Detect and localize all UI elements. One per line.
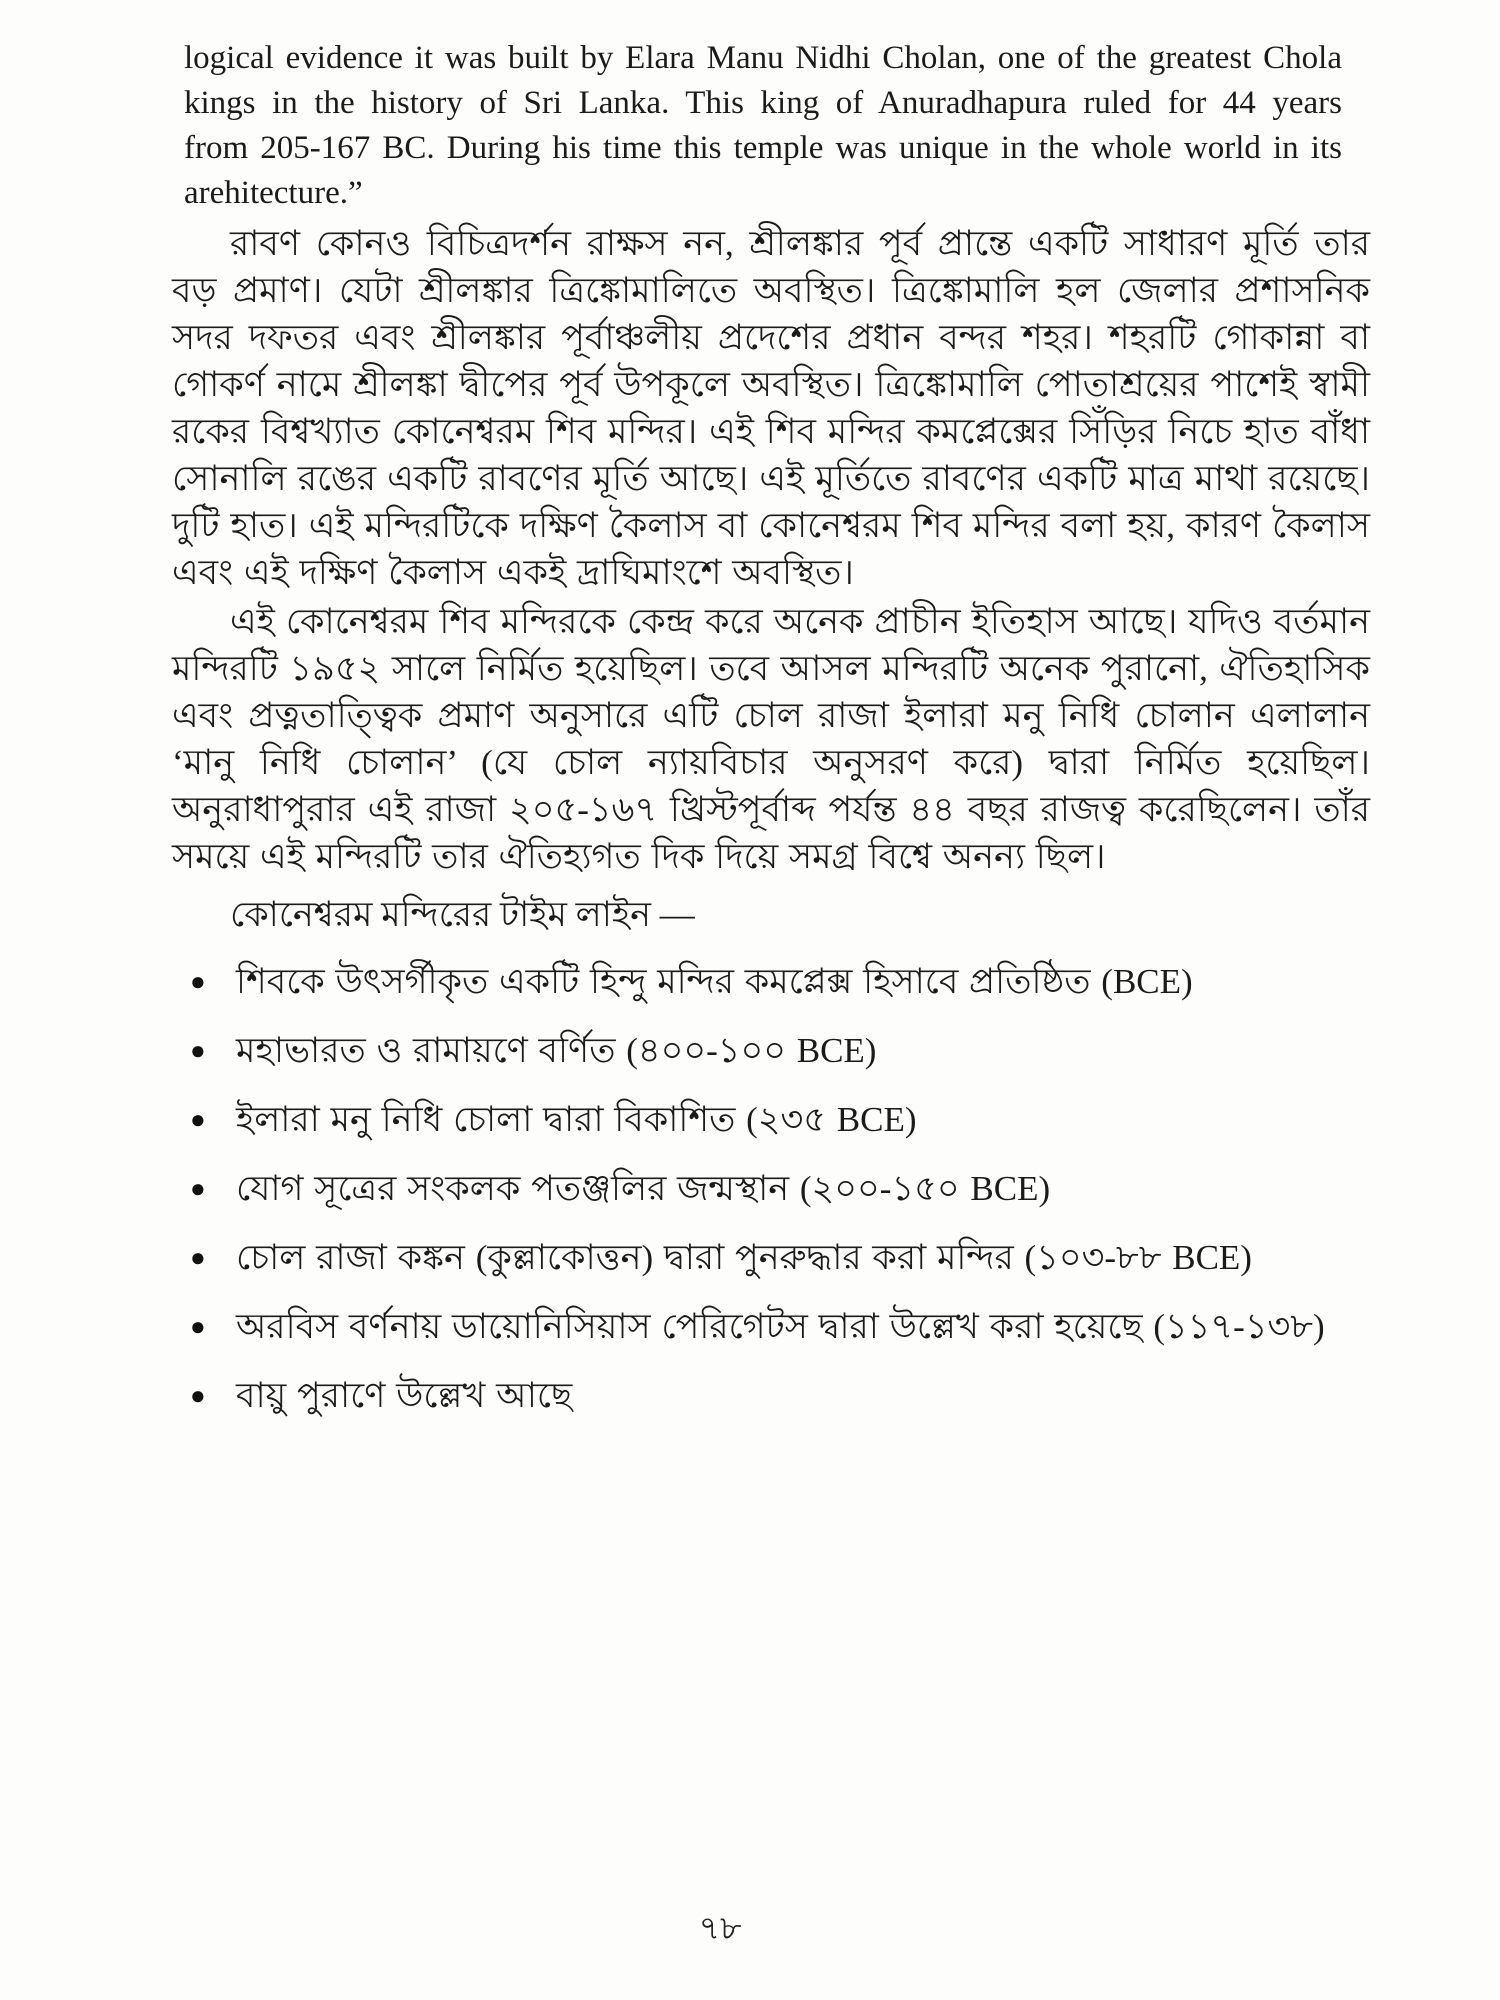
bullet-icon: ●	[190, 1105, 206, 1134]
timeline-item-text: শিবকে উৎসর্গীকৃত একটি হিন্দু মন্দির কমপ্লেক্স হিসাবে প্রতিষ্ঠিত (BCE)	[236, 962, 1193, 1001]
timeline-item-text: মহাভারত ও রামায়ণে বর্ণিত (৪০০-১০০ BCE)	[236, 1031, 877, 1070]
bullet-icon: ●	[190, 967, 206, 996]
timeline-heading: কোনেশ্বরম মন্দিরের টাইম লাইন —	[230, 895, 695, 934]
timeline-item	[190, 1092, 1370, 1148]
bullet-icon: ●	[190, 1036, 206, 1065]
paragraph-ravana-statue: রাবণ কোনও বিচিত্রদর্শন রাক্ষস নন, শ্রীলঙ্কার পূর্ব প্রান্তে একটি সাধারণ মূর্তি তার বড় প্রমাণ। যেটা শ্রীলঙ্কার ত্রিঙ্কোমালিতে অবস্থিত। ত্রিঙ্কোমালি হল জেলার প্রশাসনিক সদর দফতর এবং শ্রীলঙ্কার পূর্বাঞ্চলীয় প্রদেশের প্রধান বন্দর শহর। শহরটি গোকান্না বা গোকর্ণ নামে শ্রীলঙ্কা দ্বীপের পূর্ব উপকূলে অবস্থিত। ত্রিঙ্কোমালি পোতাশ্রয়ের পাশেই স্বামী রকের বিশ্বখ্যাত কোনেশ্বরম শিব মন্দির। এই শিব মন্দির কমপ্লেক্সের সিঁড়ির নিচে হাত বাঁধা সোনালি রঙের একটি রাবণের মূর্তি আছে। এই মূর্তিতে রাবণের একটি মাত্র মাথা রয়েছে। দুটি হাত। এই মন্দিরটিকে দক্ষিণ কৈলাস বা কোনেশ্বরম শিব মন্দির বলা হয়, কারণ কৈলাস এবং এই দক্ষিণ কৈলাস একই দ্রাঘিমাংশে অবস্থিত।	[172, 224, 1370, 592]
timeline-list	[172, 954, 1370, 1424]
bullet-icon: ●	[190, 1381, 206, 1410]
timeline-item-text: অরবিস বর্ণনায় ডায়োনিসিয়াস পেরিগেটস দ্বারা উল্লেখ করা হয়েছে (১১৭-১৩৮)	[236, 1307, 1325, 1346]
timeline-item	[190, 954, 1370, 1010]
paragraph-temple-history: এই কোনেশ্বরম শিব মন্দিরকে কেন্দ্র করে অনেক প্রাচীন ইতিহাস আছে। যদিও বর্তমান মন্দিরটি ১৯৫২ সালে নির্মিত হয়েছিল। তবে আসল মন্দিরটি অনেক পুরানো, ঐতিহাসিক এবং প্রত্নতাত্ত্বিক প্রমাণ অনুসারে এটি চোল রাজা ইলারা মনু নিধি চোলান এলালান ‘মানু নিধি চোলান’ (যে চোল ন্যায়বিচার অনুসরণ করে) দ্বারা নির্মিত হয়েছিল। অনুরাধাপুরার এই রাজা ২০৫-১৬৭ খ্রিস্টপূর্বাব্দ পর্যন্ত ৪৪ বছর রাজত্ব করেছিলেন। তাঁর সময়ে এই মন্দিরটি তার ঐতিহ্যগত দিক দিয়ে সমগ্র বিশ্বে অনন্য ছিল।	[172, 602, 1370, 876]
timeline-item	[190, 1230, 1370, 1286]
bullet-icon: ●	[190, 1243, 206, 1272]
timeline-item-text: চোল রাজা কঙ্কন (কুল্লাকোত্তন) দ্বারা পুনরুদ্ধার করা মন্দির (১০৩-৮৮ BCE)	[236, 1238, 1252, 1277]
page-number: ৭৮	[698, 1911, 742, 1947]
timeline-item	[190, 1299, 1370, 1355]
timeline-item-text: বায়ু পুরাণে উল্লেখ আছে	[236, 1376, 573, 1415]
english-quote-paragraph: logical evidence it was built by Elara Manu Nidhi Cholan, one of the greatest Chola kings in the history of Sri Lanka. This king of Anuradhapura ruled for 44 years from 205-167 BC. During his time this temple was unique in the whole world in its arehitecture.”	[184, 40, 1342, 211]
timeline-item-text: যোগ সূত্রের সংকলক পতঞ্জলির জন্মস্থান (২০০-১৫০ BCE)	[236, 1169, 1051, 1208]
timeline-item	[190, 1368, 1370, 1424]
bullet-icon: ●	[190, 1174, 206, 1203]
timeline-item	[190, 1161, 1370, 1217]
timeline-item	[190, 1023, 1370, 1079]
bullet-icon: ●	[190, 1312, 206, 1341]
timeline-item-text: ইলারা মনু নিধি চোলা দ্বারা বিকাশিত (২৩৫ BCE)	[236, 1100, 917, 1139]
